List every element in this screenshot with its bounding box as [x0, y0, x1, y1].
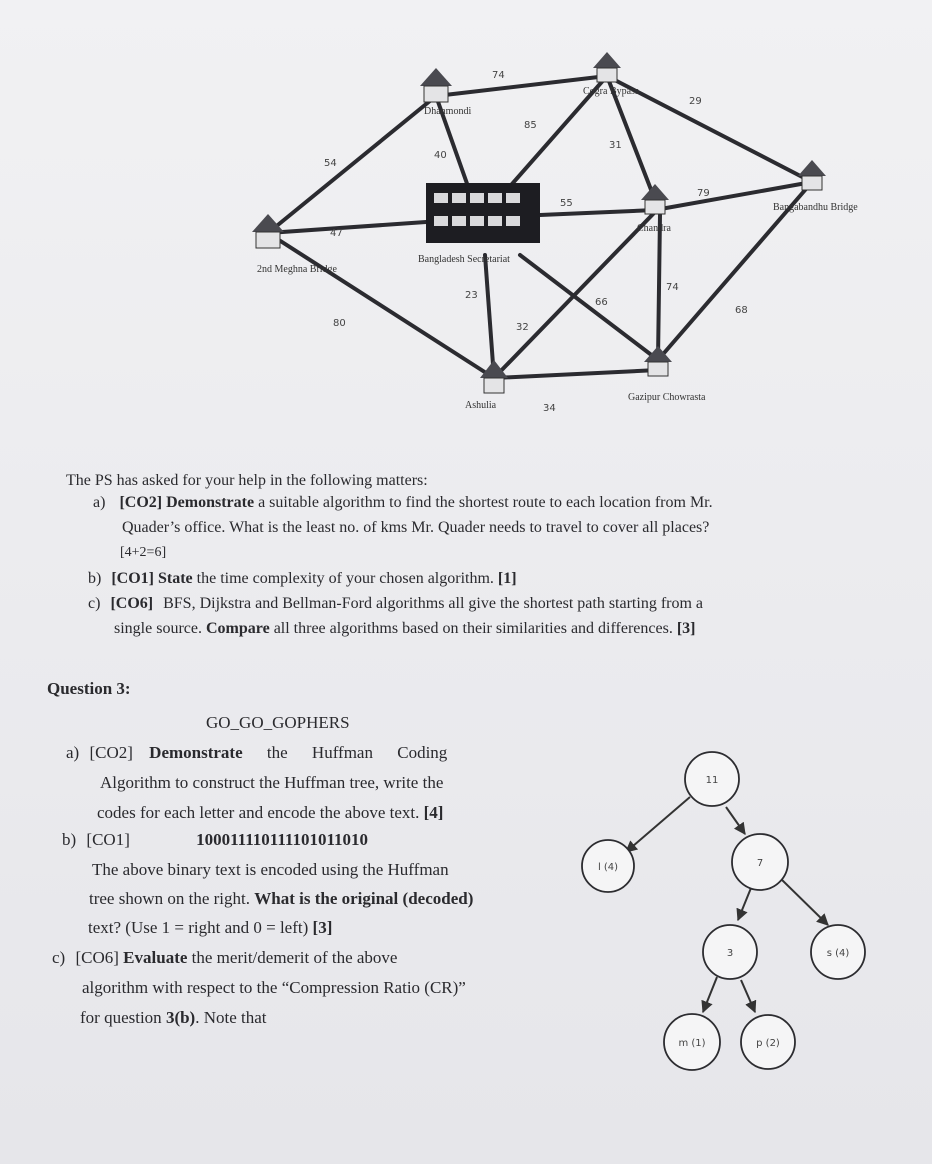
q2c-code: [CO6] [110, 595, 154, 612]
q2c-marks: [3] [676, 620, 696, 637]
q3b-line3-bold: What is the original (decoded) [254, 889, 474, 908]
node-label-gazipur: Gazipur Chowrasta [628, 392, 706, 403]
q3c-line3-ref: 3(b) [165, 1008, 196, 1027]
q3a-w2: Huffman [311, 743, 373, 762]
tree-edges [626, 797, 828, 1012]
weight-meghna-dhan: 54 [324, 158, 337, 169]
tree-edge-root-inner [726, 807, 745, 834]
q2c-label: c) [88, 595, 101, 612]
weight-dhan-bypass: 74 [492, 70, 505, 81]
q2b-label: b) [88, 570, 102, 587]
node-label-ashulia: Ashulia [465, 400, 497, 411]
weight-chandra-gazipur: 74 [666, 282, 679, 293]
weight-secr-ashulia: 23 [465, 290, 478, 301]
tree-edge-inner2-m [703, 977, 717, 1012]
weight-dhan-secr: 40 [434, 150, 447, 161]
tree-label-inner2: 3 [726, 948, 734, 959]
weight-chandra-bangab: 79 [697, 188, 710, 199]
node-label-bangabandhu: Bangabandhu Bridge [773, 202, 858, 213]
node-label-chandra: Chandra [637, 223, 671, 234]
q3c-line3-post: . Note that [195, 1008, 267, 1027]
q3-part-a-line2: Algorithm to construct the Huffman tree, write the [100, 773, 444, 792]
tree-label-root: 11 [705, 775, 719, 786]
tree-label-l: l (4) [597, 862, 619, 873]
question-3-title: Question 3: [47, 679, 131, 698]
q3-part-c-line2: algorithm with respect to the “Compression Ratio (CR)” [82, 978, 466, 997]
weight-secr-chandra: 55 [560, 198, 573, 209]
weight-meghna-secr: 47 [330, 228, 343, 239]
q3c-label: c) [52, 948, 66, 967]
huffman-word: GO_GO_GOPHERS [206, 713, 350, 732]
q3a-line3: codes for each letter and encode the above text. [97, 803, 420, 822]
weight-secr-bypass: 85 [524, 120, 537, 131]
intro-text: The PS has asked for your help in the following matters: [66, 472, 428, 489]
tree-edge-inner-inner2 [738, 888, 751, 920]
q3a-w3: Coding [397, 743, 448, 762]
tree-edge-inner2-p [741, 980, 755, 1012]
q3a-verb: Demonstrate [149, 743, 243, 762]
q3b-marks: [3] [312, 918, 333, 937]
node-label-dhanmondi: Dhanmondi [424, 106, 472, 117]
q2c-rest: all three algorithms based on their similarities and differences. [273, 620, 673, 637]
q3c-line1-rest: the merit/demerit of the above [191, 948, 398, 967]
tree-label-inner: 7 [756, 858, 764, 869]
q3a-marks: [4] [423, 803, 444, 822]
q2-part-a-marks: [4+2=6] [120, 545, 167, 560]
tree-label-p: p (2) [756, 1038, 780, 1049]
tree-edge-inner-s [779, 877, 828, 925]
weight-bypass-chandra: 31 [609, 140, 622, 151]
node-label-bypass: Cogra Bypass [583, 86, 639, 97]
q2c-verb: Compare [205, 620, 270, 637]
q2b-verb: State [157, 570, 193, 587]
weight-ashulia-gazipur: 34 [543, 403, 556, 414]
q2a-label: a) [93, 494, 106, 511]
weight-meghna-ashulia: 80 [333, 318, 346, 329]
node-label-secretariat: Bangladesh Secretariat [418, 254, 510, 265]
q3-part-b-line2: The above binary text is encoded using the Huffman [92, 860, 449, 879]
q2c-pre: single source. [114, 620, 202, 637]
q2c-line1: BFS, Dijkstra and Bellman-Ford algorithms all give the shortest path starting from a [163, 595, 704, 612]
q2b-rest: the time complexity of your chosen algorithm. [196, 570, 494, 587]
q2b-marks: [1] [497, 570, 517, 587]
weight-bangab-gazipur: 68 [735, 305, 748, 316]
tree-nodes [582, 752, 865, 1070]
q3b-line4: text? (Use 1 = right and 0 = left) [88, 918, 309, 937]
q3a-code: [CO2] [89, 743, 133, 762]
tree-edge-root-l [626, 797, 690, 852]
q3b-bits: 100011110111101011010 [196, 830, 369, 849]
q3a-label: a) [66, 743, 80, 762]
tree-label-s: s (4) [826, 948, 850, 959]
q3c-line3-pre: for question [80, 1008, 162, 1027]
weight-ashulia-chandra: 32 [516, 322, 529, 333]
weight-bypass-bangab: 29 [689, 96, 702, 107]
weight-secr-gazipur: 66 [595, 297, 608, 308]
q2a-verb: Demonstrate [166, 494, 255, 511]
q2a-rest: a suitable algorithm to find the shortest route to each location from Mr. [258, 494, 713, 511]
q2-part-a-line2: Quader’s office. What is the least no. of kms Mr. Quader needs to travel to cover all places? [122, 519, 710, 536]
q2a-code: [CO2] [119, 494, 163, 511]
q3c-verb: Evaluate [123, 948, 188, 967]
q2b-code: [CO1] [111, 570, 154, 587]
q3c-code: [CO6] [75, 948, 119, 967]
tree-label-m: m (1) [678, 1038, 706, 1049]
q3b-code: [CO1] [86, 830, 130, 849]
q3a-w1: the [266, 743, 288, 762]
q3b-label: b) [62, 830, 77, 849]
node-label-meghna: 2nd Meghna Bridge [257, 264, 337, 275]
q3b-line3-pre: tree shown on the right. [89, 889, 250, 908]
